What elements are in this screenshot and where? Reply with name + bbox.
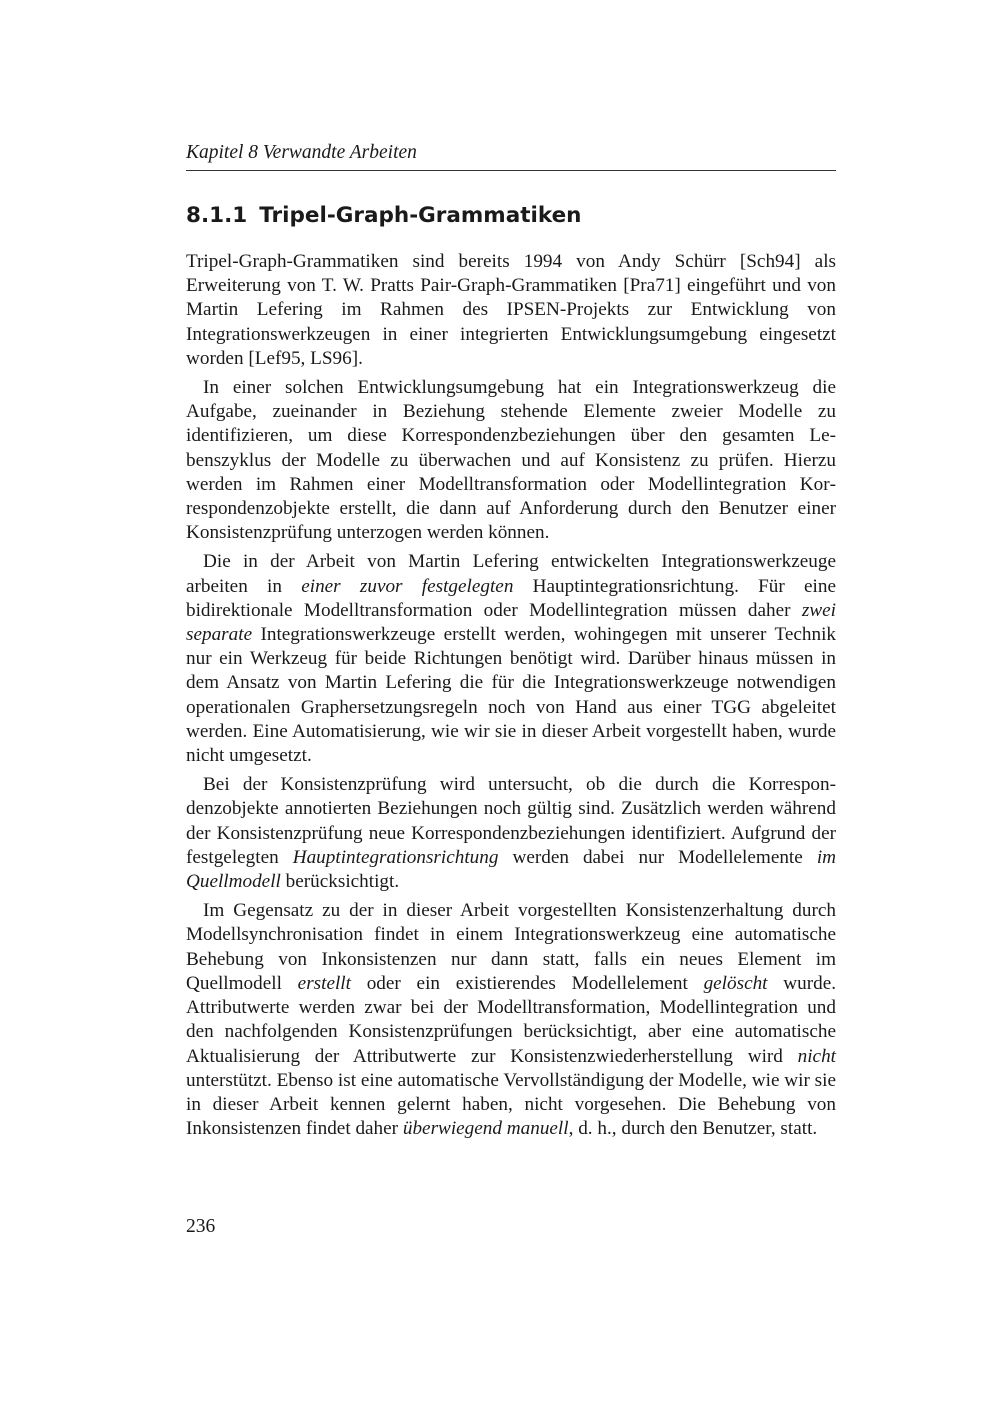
paragraph-1 [186, 250, 836, 371]
emphasis: gelöscht [703, 972, 768, 994]
paragraph-text: berücksichtigt. [280, 871, 400, 893]
emphasis: nicht [797, 1045, 836, 1067]
paragraph-text: unterstützt. Ebenso ist eine automatische Vervollständigung der Modelle, wie wir sie in dieser Arbeit kennen gelernt haben, nicht vorgesehen. Die Behebung von Inkonsistenzen findet daher [186, 1069, 836, 1140]
paragraph-text: wurde. Attributwerte werden zwar bei der Modelltransformation, Modellintegration und den nachfolgenden Konsistenzprüfungen berücksichtigt, aber eine automatische Aktualisierung der Attributwerte zur Konsistenzwiederherstellung wird [186, 972, 837, 1067]
body-text [186, 250, 836, 1146]
paragraph-3 [186, 550, 836, 768]
section-title: Tripel-Graph-Grammatiken [259, 203, 582, 228]
emphasis: einer zuvor festgelegten [301, 575, 514, 597]
paragraph-text: Integrationswerkzeuge erstellt werden, wohingegen mit unserer Technik nur ein Werkzeug für beide Richtungen benötigt wird. Darüber hinaus müssen in dem Ansatz von Martin Lefering die für die Integrationswerkzeuge notwendigen operationalen Graphersetzungsregeln noch von Hand aus einer TGG abgeleitet werden. Eine Automatisierung, wie wir sie in dieser Arbeit vorgestellt haben, wurde nicht umgesetzt. [186, 624, 836, 767]
paragraph-5 [186, 899, 836, 1141]
emphasis: im Quellmodell [186, 846, 836, 893]
emphasis: Hauptintegrationsrichtung [292, 846, 499, 868]
paragraph-text: Tripel-Graph-Grammatiken sind bereits 1994 von Andy Schürr [Sch94] als Erweiterung von T. W. Pratts Pair-Graph-Grammatiken [Pra71] eingeführt und von Martin Lefering im Rahmen des IPSEN-Projekts zur Entwicklung von Integrationswerkzeugen in einer integrierten Entwicklungsumgebung eingesetzt worden [Lef95, LS96]. [186, 251, 836, 369]
page-number: 236 [186, 1216, 216, 1237]
emphasis: überwiegend manuell [402, 1118, 569, 1140]
paragraph-2 [186, 376, 836, 545]
paragraph-text: In einer solchen Entwicklungsumgebung hat ein Integrationswerkzeug die Aufgabe, zueinander in Beziehung stehende Elemente zweier Modelle zu identifizieren, um diese Korrespondenzbeziehungen über den gesamten Lebenszyklus der Modelle zu überwachen und auf Konsistenz zu prüfen. Hierzu werden im Rahmen einer Modelltransformation oder Modellintegration Korrespondenzobjekte erstellt, die dann auf Anforderung durch den Benutzer einer Konsistenzprüfung unterzogen werden können. [186, 377, 836, 544]
paragraph-text: werden dabei nur Modellelemente [498, 846, 817, 868]
paragraph-4 [186, 773, 836, 894]
emphasis: erstellt [297, 972, 351, 994]
paragraph-text: oder ein existierendes Modellelement [350, 972, 704, 994]
running-head: Kapitel 8 Verwandte Arbeiten [186, 142, 836, 171]
paragraph-text: Hauptintegrationsrichtung. Für eine bidirektionale Modelltransformation oder Modellintegration müssen daher [186, 575, 836, 621]
paragraph-text: , d. h., durch den Benutzer, statt. [568, 1118, 818, 1140]
paragraph-text: Im Gegensatz zu der in dieser Arbeit vorgestellten Konsistenzerhaltung durch Modellsynchronisation findet in einem Integrationswerkzeug eine automatische Behebung von Inkonsistenzen nur dann statt, falls ein neues Element im Quellmodell [186, 900, 836, 994]
paragraph-text: Bei der Konsistenzprüfung wird untersucht, ob die durch die Korrespondenzobjekte annotierten Beziehungen noch gültig sind. Zusätzlich werden während der Konsistenzprüfung neue Korrespondenzbeziehungen identifiziert. Aufgrund der festgelegten [186, 774, 836, 868]
paragraph-text: Die in der Arbeit von Martin Lefering entwickelten Integrationswerkzeuge arbeiten in [186, 551, 836, 597]
section-number: 8.1.1 [186, 203, 248, 228]
emphasis: zwei separate [186, 599, 836, 646]
section-heading [186, 203, 836, 228]
